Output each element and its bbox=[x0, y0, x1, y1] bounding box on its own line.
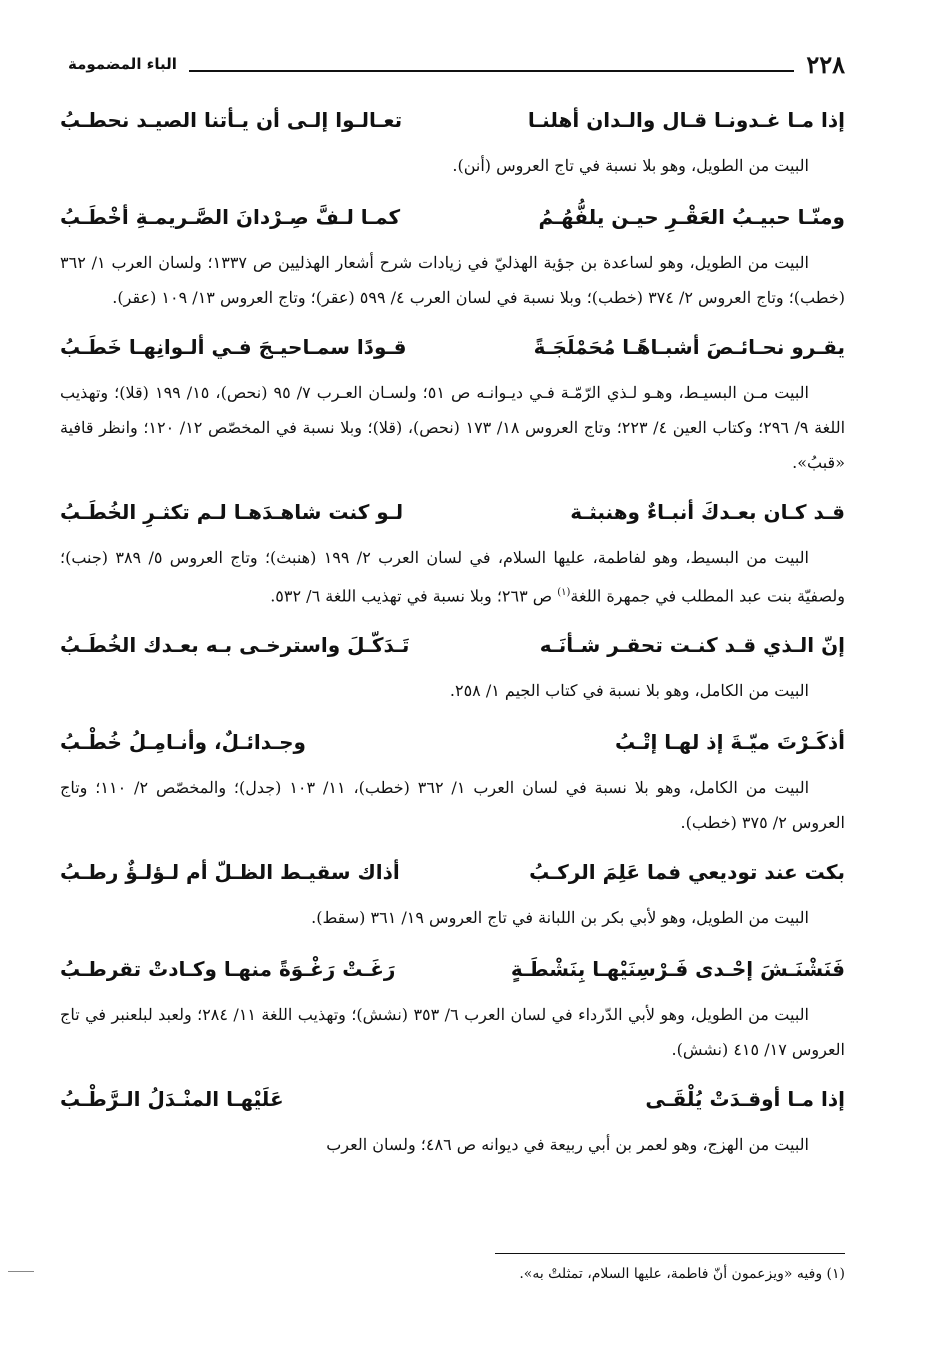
first-hemistich: قـد كـان بعـدكَ أنبـاءٌ وهنبثـة bbox=[570, 500, 845, 524]
verse-commentary: البيت من الهزج، وهو لعمر بن أبي ربيعة في ديوانه ص ٤٨٦؛ ولسان العرب bbox=[326, 1135, 809, 1155]
verse bbox=[60, 484, 845, 540]
margin-mark bbox=[8, 1271, 34, 1272]
first-hemistich: بكت عند توديعي فما عَلِمَ الركـبُ bbox=[529, 860, 845, 885]
commentary-text: ص ٢٦٣؛ وبلا نسبة في تهذيب اللغة ٦/ ٥٣٢. bbox=[270, 586, 553, 606]
first-hemistich: إنّ الـذي قـد كنـت تحقـر شـأنَـه bbox=[539, 633, 845, 658]
first-hemistich: يقـرو نحـائـصَ أشبـاهًـا مُحَمْلَجَـةً bbox=[533, 335, 845, 359]
verse bbox=[60, 189, 845, 245]
page-number: ٢٢٨ bbox=[806, 49, 845, 79]
verse-commentary: البيت من الطويل، وهو بلا نسبة في تاج العروس (أنن). bbox=[452, 156, 809, 175]
verse-commentary: البيت مـن البسيـط، وهـو لـذي الرّمّـة فـي ديـوانـه ص ٥١؛ ولسـان العـرب ٧/ ٩٥ (نحص)، ١٥/ ١٩٩ (قلا)؛ وتهذيب اللغة ٩/ ٢٩٦؛ وكتاب العين ٤/ ٢٢٣؛ وتاج العروس ١٨/ ١٧٣ (نحص)، (قلا)؛ وبلا نسبة في المخصّص ١٢/ ١٢٠؛ وانظر قافية «قببُ». bbox=[60, 383, 846, 472]
second-hemistich: تعـالـوا إلـى أن يـأتنا الصيـد نحطـبُ bbox=[60, 108, 403, 132]
verse bbox=[60, 319, 845, 375]
second-hemistich: لـو كنت شاهـدَهـا لـم تكثـرِ الخُطَـبُ bbox=[60, 500, 404, 524]
footnote: (١) وفيه «ويزعمون أنّ فاطمة، عليها السلام، تمثلتْ به». bbox=[519, 1266, 845, 1282]
second-hemistich: رَغَـتْ رَغْـوَةً منهـا وكـادتْ تقرطـبُ bbox=[60, 957, 396, 982]
verse-commentary: البيت من الطويل، وهو لأبي الدّرداء في لسان العرب ٦/ ٣٥٣ (نشش)؛ وتهذيب اللغة ١١/ ٢٨٤؛ ولعبد لبلعنبر في تاج العروس ١٧/ ٤١٥ (نشش). bbox=[60, 1005, 845, 1060]
verse-commentary: البيت من الكامل، وهو بلا نسبة في كتاب الجيم ١/ ٢٥٨. bbox=[449, 681, 809, 701]
first-hemistich: فَنَشْنَـشَ إحْـدى فَـرْسِنَيْهـا بِنَشْطَـةٍ bbox=[510, 957, 845, 982]
second-hemistich: كمـا لـفَّ صِـرْدانَ الصَّـريمـةِ أخْطَـبُ bbox=[60, 205, 401, 229]
footnote-reference[interactable]: (١) bbox=[557, 587, 571, 598]
second-hemistich: تَـدَكّـلَ واسترخـى بـه بعـدك الخُطَـبُ bbox=[60, 633, 410, 658]
first-hemistich: إذا مـا أوقـدَتْ يُلْقَـى bbox=[645, 1087, 845, 1112]
second-hemistich: عَلَيْهـا المنْـدَلُ الـرَّطْـبُ bbox=[60, 1087, 284, 1112]
verse bbox=[60, 941, 845, 997]
first-hemistich: إذا مـا غـدونـا قـال والـدان أهلنـا bbox=[527, 108, 845, 132]
first-hemistich: ومنّـا حبيـبُ العَقْـرِ حيـن يلفُّهُـمُ bbox=[538, 205, 845, 229]
running-title: الباء المضمومة bbox=[68, 55, 177, 73]
second-hemistich: أذاك سقيـط الظـلّ أم لـؤلـؤٌ رطـبُ bbox=[60, 860, 400, 885]
verse bbox=[60, 844, 845, 900]
commentary-text: البيت من البسيط، وهو لفاطمة، عليها السلام، في لسان العرب ٢/ ١٩٩ (هنبث)؛ وتاج العروس ٥/ ٣٨٩ (جنب)؛ ولصفيّة بنت عبد المطلب في جمهرة اللغة bbox=[60, 548, 845, 606]
verse bbox=[60, 617, 845, 673]
verse bbox=[60, 714, 845, 770]
first-hemistich: أذكَـرْتَ ميّـةَ إذ لهـا إتْـبُ bbox=[614, 730, 845, 755]
header-rule bbox=[189, 70, 794, 72]
verse bbox=[60, 92, 845, 148]
verse-commentary bbox=[60, 540, 845, 613]
verse-commentary: البيت من الطويل، وهو لساعدة بن جؤية الهذليّ في زيادات شرح أشعار الهذليين ص ١٣٣٧؛ ولسان العرب ١/ ٣٦٢ (خطب)؛ وتاج العروس ٢/ ٣٧٤ (خطب)؛ وبلا نسبة في لسان العرب ٤/ ٥٩٩ (عقر)؛ وتاج العروس ١٣/ ١٠٩ (عقر). bbox=[60, 253, 845, 307]
page-header bbox=[60, 44, 845, 84]
verse-commentary: البيت من الطويل، وهو لأبي بكر بن اللبانة في تاج العروس ١٩/ ٣٦١ (سقط). bbox=[311, 908, 809, 928]
verse bbox=[60, 1071, 845, 1127]
verse-commentary: البيت من الكامل، وهو بلا نسبة في لسان العرب ١/ ٣٦٢ (خطب)، ١١/ ١٠٣ (جدل)؛ والمخصّص ٢/ ١١٠؛ وتاج العروس ٢/ ٣٧٥ (خطب). bbox=[60, 778, 845, 833]
footnote-rule bbox=[495, 1253, 845, 1254]
page-body bbox=[60, 92, 845, 1162]
second-hemistich: وجـدائـلٌ، وأنـامِـلُ خُطْـبُ bbox=[60, 730, 306, 755]
second-hemistich: قـودًا سمـاحيـجَ فـي ألـوانِهـا خَطَـبُ bbox=[60, 335, 407, 359]
